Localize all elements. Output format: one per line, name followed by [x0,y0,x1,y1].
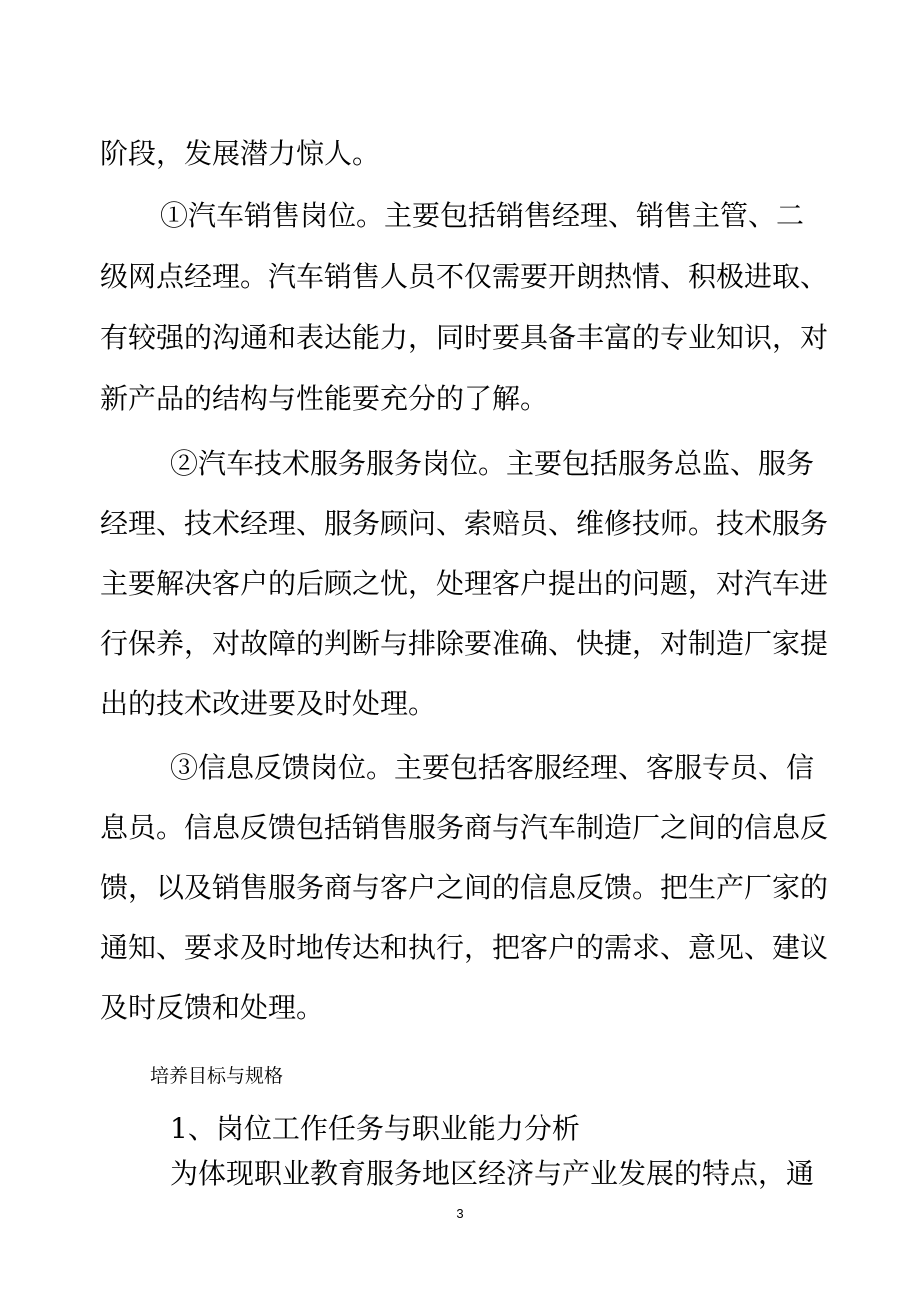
text-line: ③信息反馈岗位。主要包括客服经理、客服专员、信 [170,751,815,784]
text-line: 有较强的沟通和表达能力，同时要具备丰富的专业知识，对 [100,321,829,354]
text-line: 息员。信息反馈包括销售服务商与汽车制造厂之间的信息反 [100,811,829,844]
text-line: ②汽车技术服务服务岗位。主要包括服务总监、服务 [170,447,815,480]
text-line: 级网点经理。汽车销售人员不仅需要开朗热情、积极进取、 [100,260,829,293]
text-line: 阶段，发展潜力惊人。 [100,137,381,170]
section-heading: 培养目标与规格 [150,1065,284,1087]
text-line: ①汽车销售岗位。主要包括销售经理、销售主管、二 [160,199,805,232]
page-number: 3 [456,1206,464,1221]
text-line: 出的技术改进要及时处理。 [100,687,437,720]
text-line: 行保养，对故障的判断与排除要准确、快捷，对制造厂家提 [100,627,829,660]
text-line: 主要解决客户的后顾之忧，处理客户提出的问题，对汽车进 [100,567,829,600]
subheading: 1、岗位工作任务与职业能力分析 [170,1112,580,1145]
text-line: 馈，以及销售服务商与客户之间的信息反馈。把生产厂家的 [100,871,829,904]
text-line: 通知、要求及时地传达和执行，把客户的需求、意见、建议 [100,931,829,964]
text-line: 为体现职业教育服务地区经济与产业发展的特点，通 [170,1157,815,1190]
text-line: 经理、技术经理、服务顾问、索赔员、维修技师。技术服务 [100,507,829,540]
text-line: 及时反馈和处理。 [100,991,325,1024]
text-line: 新产品的结构与性能要充分的了解。 [100,382,549,415]
